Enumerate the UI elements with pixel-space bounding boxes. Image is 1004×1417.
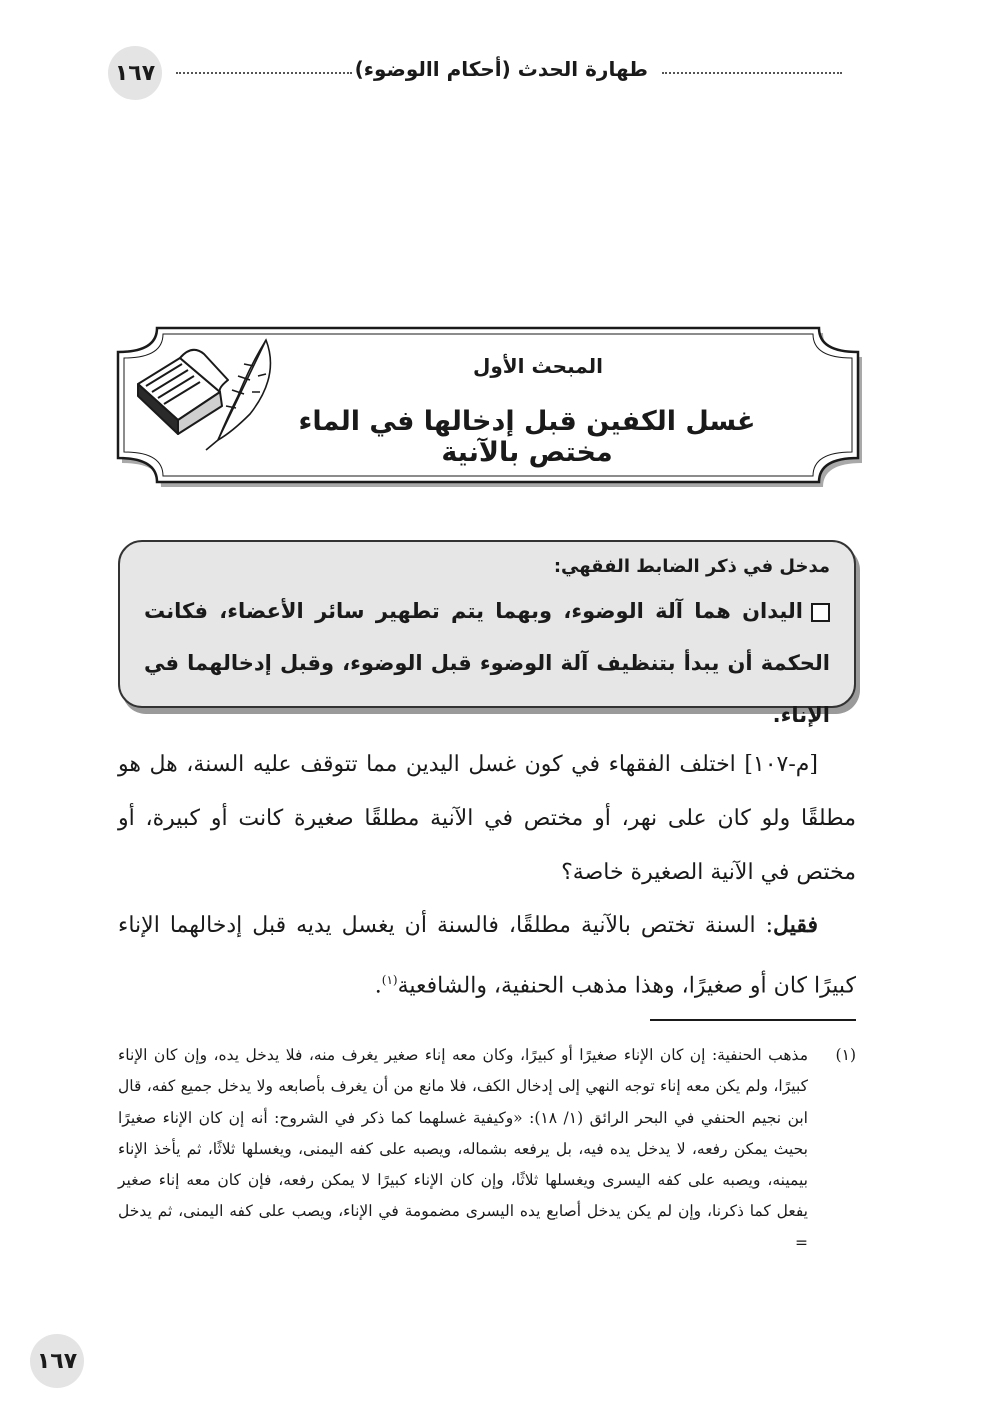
rule-text-block <box>144 585 830 741</box>
page-number: ١٦٧ <box>114 60 156 86</box>
footnote-separator <box>650 1019 856 1021</box>
paragraph-2-lead: فقيل <box>773 912 818 938</box>
header-leader-dots-right <box>662 72 842 74</box>
footnote-text: مذهب الحنفية: إن كان الإناء صغيرًا أو كبيرًا، وكان معه إناء صغير يغرف منه، فلا يدخل يده، وإن كان الإناء كبيرًا، ولم يكن معه إناء توجه النهي إلى إدخال الكف، فلا مانع من أن يغرف بأصابعه ولا يدخل جميع كفه، قال ابن نجيم الحنفي في البحر الرائق (١/ ١٨): «وكيفية غسلهما كما ذكر في الشروح: أنه إن كان الإناء صغيرًا بحيث يمكن رفعه، لا يدخل يده فيه، بل يرفعه بشماله، ويصبه على كفه اليمنى، ويغسلها ثلاثًا، ثم يأخذ الإناء بيمينه، ويصبه على كفه اليسرى ويغسلها ثلاثًا، وإن كان الإناء كبيرًا لا يمكن رفعه، فإن كان معه إناء صغير يفعل كما ذكرنا، وإن لم يكن يدخل أصابع يده اليسرى مضمومة في الإناء، ويصب على كفه اليمنى، ثم يدخل = <box>118 1046 808 1252</box>
paragraph-2 <box>118 898 856 1013</box>
rule-box <box>118 540 856 727</box>
footer-page-number: ١٦٧ <box>36 1348 78 1374</box>
section-label: المبحث الأول <box>472 354 604 378</box>
footnote-number: (١) <box>835 1046 856 1064</box>
footer-page-badge <box>30 1334 84 1388</box>
header-leader-dots-left <box>176 72 352 74</box>
footnote <box>118 1040 856 1259</box>
section-title: غسل الكفين قبل إدخالها في الماء مختص بالآنية <box>298 406 756 468</box>
footnote-ref[interactable]: (١) <box>381 973 398 987</box>
rule-heading: مدخل في ذكر الضابط الفقهي: <box>553 556 830 577</box>
paragraph-1: [م-١٠٧] اختلف الفقهاء في كون غسل اليدين مما تتوقف عليه السنة، هل هو مطلقًا ولو كان على نهر، أو مختص في الآنية مطلقًا صغيرة كانت أو كبيرة، أو مختص في الآنية الصغيرة خاصة؟ <box>118 752 856 885</box>
paragraph-2-end: . <box>374 973 382 999</box>
book-and-quill-icon <box>132 336 278 452</box>
checkbox-bullet-icon <box>811 603 830 622</box>
page-number-badge <box>108 46 162 100</box>
paragraph-2-text: : السنة تختص بالآنية مطلقًا، فالسنة أن يغسل يديه قبل إدخالهما الإناء كبيرًا كان أو صغيرًا، وهذا مذهب الحنفية، والشافعية <box>118 913 856 999</box>
rule-text: اليدان هما آلة الوضوء، وبهما يتم تطهير سائر الأعضاء، فكانت الحكمة أن يبدأ بتنظيف آلة الوضوء قبل الوضوء، وقبل إدخالهما في الإناء. <box>144 599 830 727</box>
running-title: طهارة الحدث (أحكام االوضوء) <box>354 57 648 81</box>
